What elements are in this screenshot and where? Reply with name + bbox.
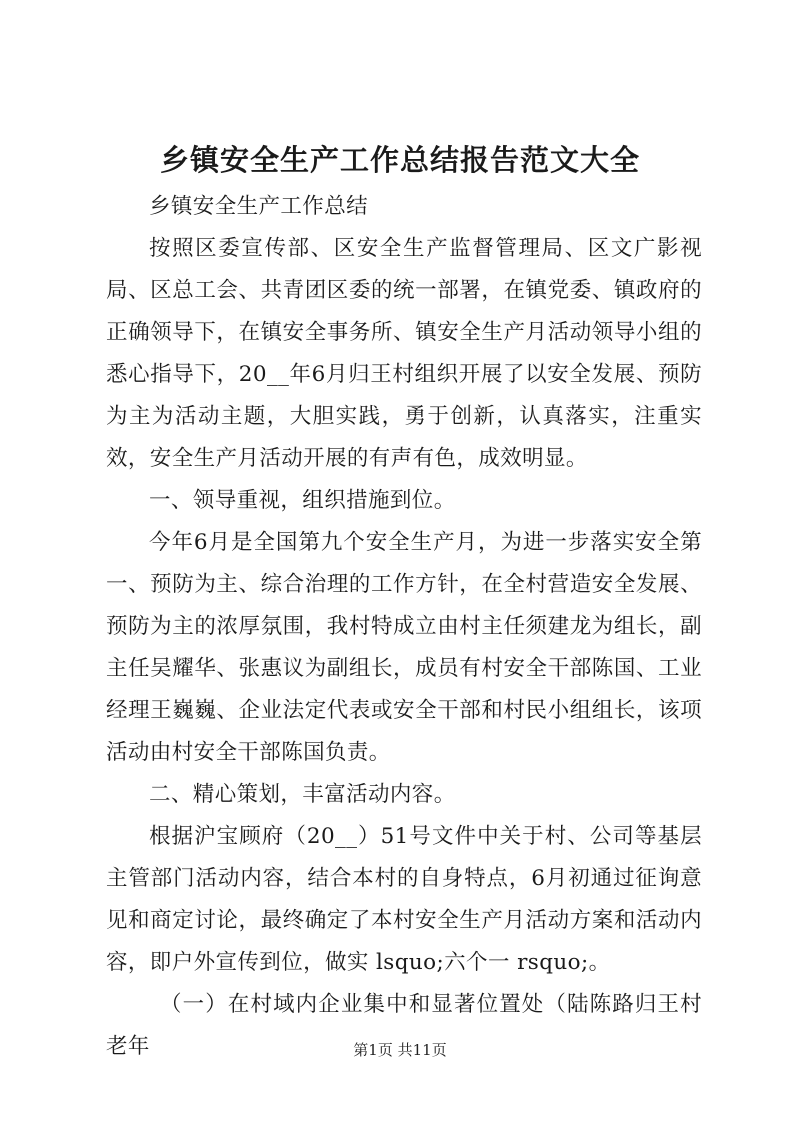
list-item-1: （一）在村域内企业集中和显著位置处（陆陈路归王村老年 bbox=[106, 992, 702, 1059]
intro-paragraph: 按照区委宣传部、区安全生产监督管理局、区文广影视局、区总工会、共青团区委的统一部署，在镇党委、镇政府的正确领导下，在镇安全事务所、镇安全生产月活动领导小组的悉心指导下，20__年6月归王村组织开展了以安全发展、预防为主为活动主题，大胆实践，勇于创新，认真落实，注重实效，安全生产月活动开展的有声有色，成效明显。 bbox=[106, 236, 702, 471]
subtitle-paragraph: 乡镇安全生产工作总结 bbox=[149, 194, 369, 219]
document-body bbox=[106, 186, 702, 1068]
section-heading-2: 二、精心策划，丰富活动内容。 bbox=[149, 782, 456, 807]
section-1-paragraph: 今年6月是全国第九个安全生产月，为进一步落实安全第一、预防为主、综合治理的工作方针，在全村营造安全发展、预防为主的浓厚氛围，我村特成立由村主任须建龙为组长，副主任吴耀华、张惠议为副组长，成员有村安全干部陈国、工业经理王巍巍、企业法定代表或安全干部和村民小组组长，该项活动由村安全干部陈国负责。 bbox=[106, 530, 702, 765]
document-title: 乡镇安全生产工作总结报告范文大全 bbox=[159, 143, 640, 177]
section-2-paragraph: 根据沪宝顾府（20__）51号文件中关于村、公司等基层主管部门活动内容，结合本村的自身特点，6月初通过征询意见和商定讨论，最终确定了本村安全生产月活动方案和活动内容，即户外宣传到位，做实 lsquo;六个一 rsquo;。 bbox=[106, 824, 702, 975]
section-heading-1: 一、领导重视，组织措施到位。 bbox=[149, 488, 456, 513]
page-footer: 第1页 共11页 bbox=[353, 1041, 447, 1059]
